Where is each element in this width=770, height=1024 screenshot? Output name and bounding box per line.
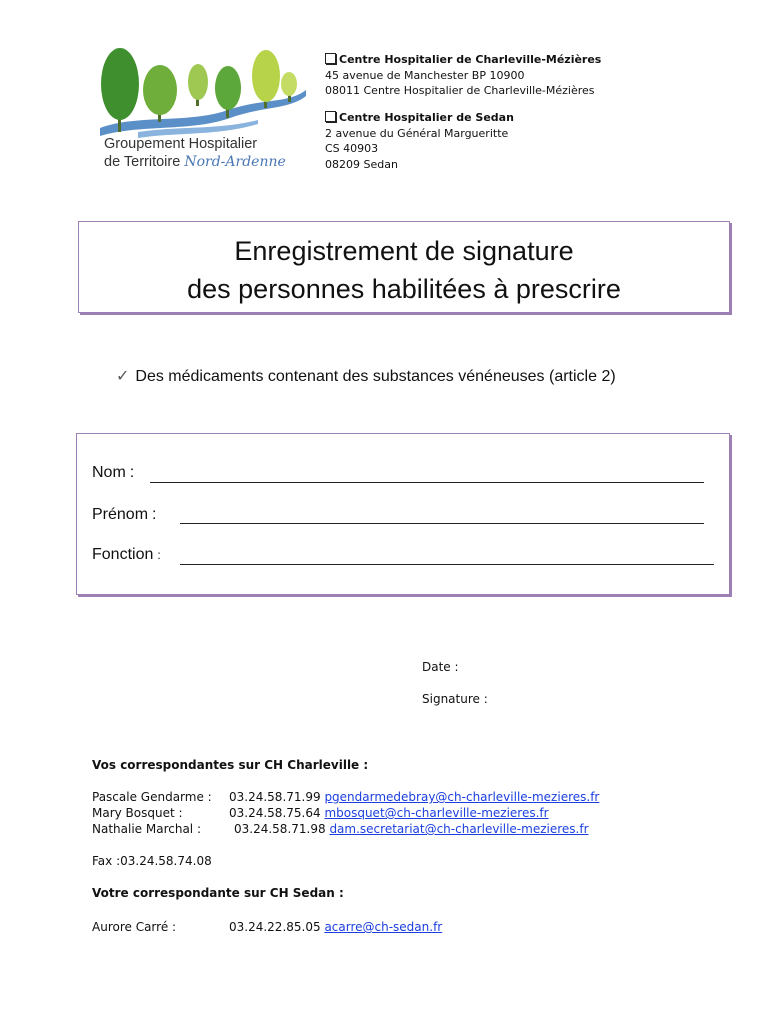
nom-label: Nom :: [92, 464, 135, 481]
nom-field[interactable]: [150, 482, 704, 483]
contact-phone: 03.24.22.85.05: [229, 920, 321, 934]
title-box: [78, 221, 730, 313]
contact-name: Mary Bosquet :: [92, 806, 183, 820]
logo-brand: Nord-Ardenne: [184, 154, 286, 170]
contact-phone: 03.24.58.71.99: [229, 790, 321, 804]
contact-phone: 03.24.58.75.64: [229, 806, 321, 820]
address-line: 08209 Sedan: [325, 157, 398, 171]
address-sedan: [325, 110, 514, 172]
checkbox-icon: [325, 53, 336, 64]
address-line: 2 avenue du Général Margueritte: [325, 126, 509, 140]
check-item-text: Des médicaments contenant des substances vénéneuses (article 2): [135, 368, 616, 385]
address-line: CS 40903: [325, 142, 379, 155]
contact-name: Nathalie Marchal :: [92, 822, 201, 836]
logo-line1: Groupement Hospitalier: [104, 136, 258, 152]
date-label: Date :: [422, 660, 459, 674]
address-name: Centre Hospitalier de Sedan: [339, 111, 514, 124]
signature-label: Signature :: [422, 692, 488, 706]
form-box: [76, 433, 730, 595]
contact-row: [92, 822, 589, 836]
prenom-field[interactable]: [180, 523, 704, 524]
fonction-label: Fonction :: [92, 546, 161, 563]
contact-email-link[interactable]: acarre@ch-sedan.fr: [324, 920, 443, 934]
ght-logo-text: [104, 135, 286, 171]
contact-row: [92, 790, 600, 804]
contact-email-link[interactable]: mbosquet@ch-charleville-mezieres.fr: [324, 806, 549, 820]
contact-name: Aurore Carré :: [92, 920, 177, 934]
contact-phone: 03.24.58.71.98: [234, 822, 326, 836]
fax-line: Fax :03.24.58.74.08: [92, 854, 212, 868]
address-line: 45 avenue de Manchester BP 10900: [325, 68, 525, 82]
address-charleville: [325, 52, 601, 99]
contact-email-link[interactable]: pgendarmedebray@ch-charleville-mezieres.fr: [324, 790, 600, 804]
address-line: 08011 Centre Hospitalier de Charleville-Mézières: [325, 84, 595, 97]
contact-row: [92, 920, 443, 934]
prenom-label: Prénom :: [92, 506, 157, 523]
checkmark-icon: ✓: [116, 368, 130, 385]
fonction-field[interactable]: [180, 564, 714, 565]
title-line2: des personnes habilitées à prescrire: [187, 274, 621, 304]
title-line1: Enregistrement de signature: [234, 236, 574, 266]
contact-row: [92, 806, 549, 820]
address-name: Centre Hospitalier de Charleville-Mézières: [339, 53, 602, 66]
contact-name: Pascale Gendarme :: [92, 790, 212, 804]
contact-email-link[interactable]: dam.secretariat@ch-charleville-mezieres.fr: [329, 822, 589, 836]
sedan-heading: Votre correspondante sur CH Sedan :: [92, 886, 344, 900]
logo-line2-prefix: de Territoire: [104, 154, 185, 170]
charleville-heading: Vos correspondantes sur CH Charleville :: [92, 758, 369, 772]
check-item: [116, 366, 616, 386]
checkbox-icon: [325, 111, 336, 122]
